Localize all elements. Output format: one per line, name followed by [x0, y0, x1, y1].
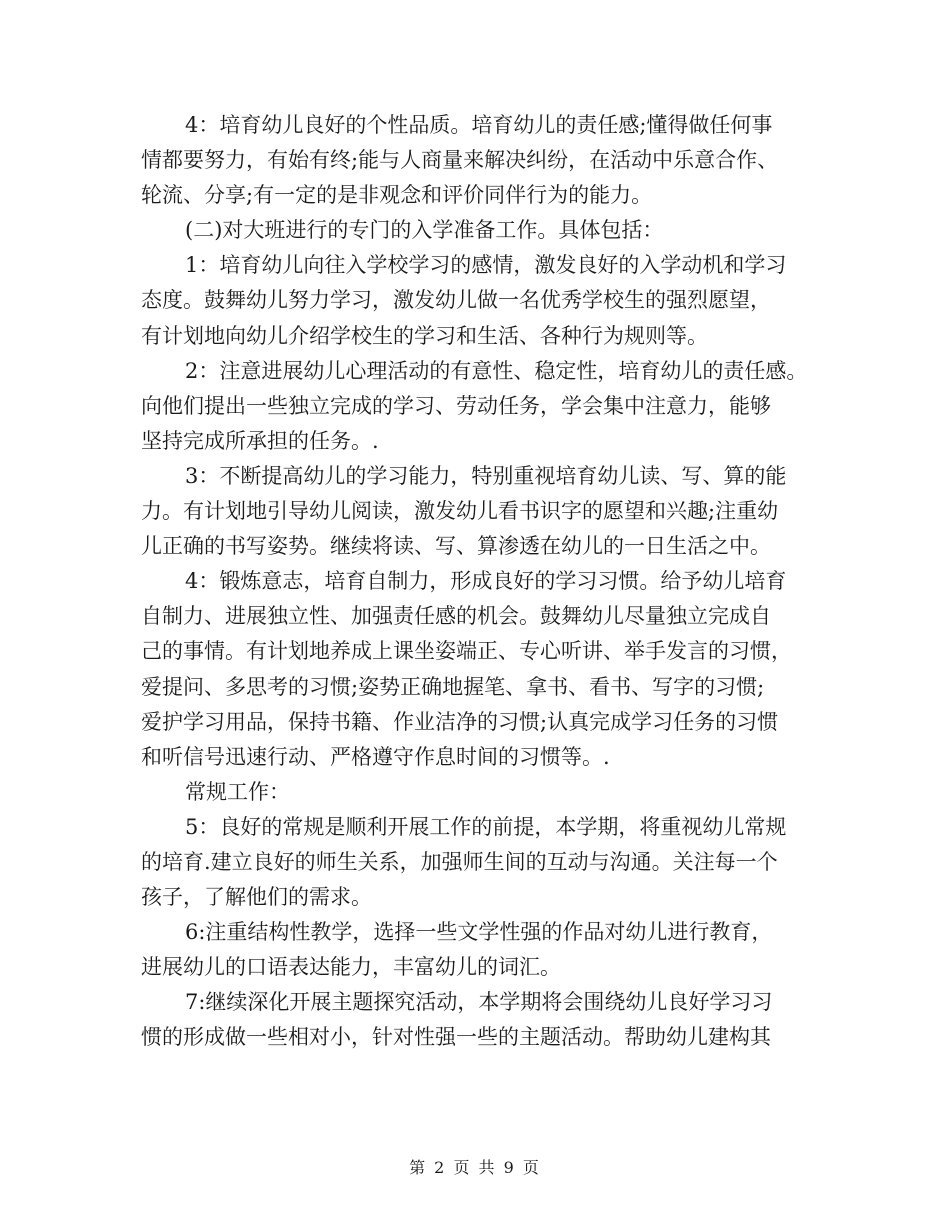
text-line: 爱护学习用品，保持书籍、作业洁净的习惯;认真完成学习任务的习惯	[141, 709, 779, 734]
text-line: 常规工作：	[185, 779, 290, 804]
text-line: 情都要努力，有始有终;能与人商量来解决纠纷，在活动中乐意合作、	[141, 148, 779, 173]
text-line: 爱提问、多思考的习惯;姿势正确地握笔、拿书、看书、写字的习惯;	[141, 674, 765, 699]
text-line: 轮流、分享;有一定的是非观念和评价同伴行为的能力。	[141, 183, 653, 208]
text-line: 坚持完成所承担的任务。.	[141, 428, 379, 453]
text-line: 力。有计划地引导幼儿阅读，激发幼儿看书识字的愿望和兴趣;注重幼	[141, 499, 779, 524]
text-line: 自制力、进展独立性、加强责任感的机会。鼓舞幼儿尽量独立完成自	[141, 604, 771, 629]
text-line: 5：良好的常规是顺利开展工作的前提，本学期，将重视幼儿常规	[185, 814, 787, 839]
document-body	[141, 108, 821, 1056]
page-footer	[0, 1155, 950, 1178]
text-line: (二)对大班进行的专门的入学准备工作。具体包括：	[185, 218, 664, 243]
text-line: 和听信号迅速行动、严格遵守作息时间的习惯等。.	[141, 744, 610, 769]
text-line: 儿正确的书写姿势。继续将读、写、算渗透在幼儿的一日生活之中。	[141, 534, 771, 559]
text-line: 7:继续深化开展主题探究活动，本学期将会围绕幼儿良好学习习	[185, 990, 773, 1015]
text-line: 进展幼儿的口语表达能力，丰富幼儿的词汇。	[141, 955, 561, 980]
text-line: 2：注意进展幼儿心理活动的有意性、稳定性，培育幼儿的责任感。	[185, 358, 808, 383]
text-line: 己的事情。有计划地养成上课坐姿端正、专心听讲、举手发言的习惯，	[141, 639, 792, 664]
text-line: 有计划地向幼儿介绍学校生的学习和生活、各种行为规则等。	[141, 323, 708, 348]
text-line: 1：培育幼儿向往入学校学习的感情，激发良好的入学动机和学习	[185, 253, 787, 278]
text-line: 的培育.建立良好的师生关系，加强师生间的互动与沟通。关注每一个	[141, 849, 778, 874]
page-number: 第 2 页 共 9 页	[409, 1158, 541, 1177]
text-line: 3：不断提高幼儿的学习能力，特别重视培育幼儿读、写、算的能	[185, 463, 787, 488]
text-line: 向他们提出一些独立完成的学习、劳动任务，学会集中注意力，能够	[141, 393, 771, 418]
text-line: 惯的形成做一些相对小，针对性强一些的主题活动。帮助幼儿建构其	[141, 1025, 771, 1050]
text-line: 4：培育幼儿良好的个性品质。培育幼儿的责任感;懂得做任何事	[185, 113, 773, 137]
text-lines	[141, 108, 821, 1056]
text-line: 6:注重结构性教学，选择一些文学性强的作品对幼儿进行教育，	[185, 920, 773, 945]
text-line: 孩子，了解他们的需求。	[141, 885, 372, 910]
text-line: 态度。鼓舞幼儿努力学习，激发幼儿做一名优秀学校生的强烈愿望，	[141, 288, 771, 313]
text-line: 4：锻炼意志，培育自制力，形成良好的学习习惯。给予幼儿培育	[185, 569, 787, 594]
